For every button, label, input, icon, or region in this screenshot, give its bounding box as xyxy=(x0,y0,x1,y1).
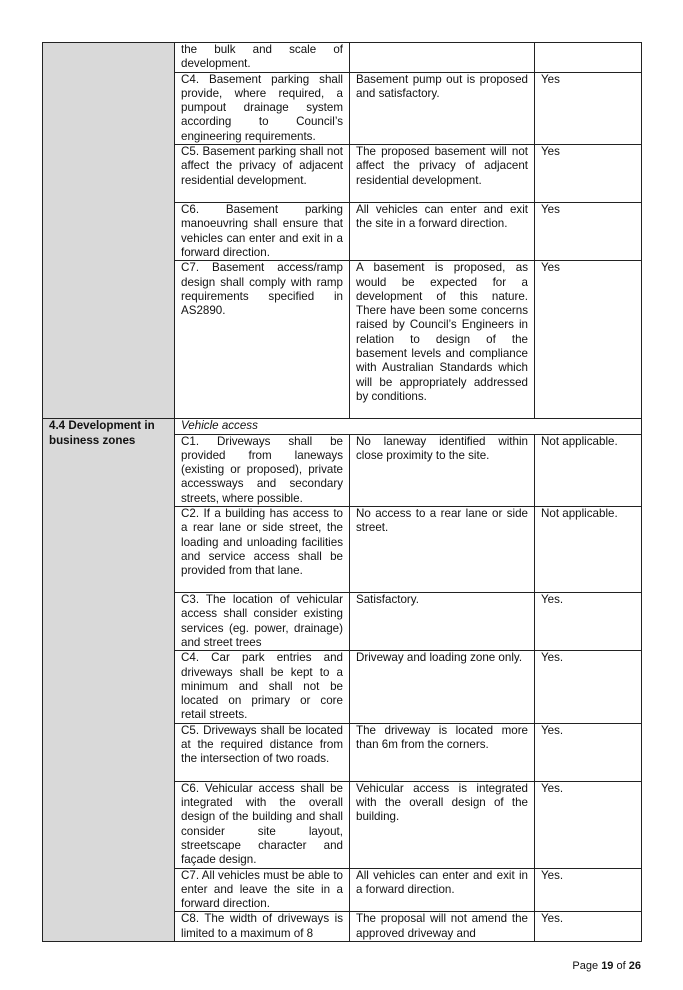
compliance-table xyxy=(42,42,642,942)
comment-cell: The driveway is located more than 6m from the corners. xyxy=(350,723,535,781)
complies-cell: Yes. xyxy=(535,593,642,651)
comment-cell: Vehicular access is integrated with the overall design of the building. xyxy=(350,781,535,868)
complies-cell: Yes xyxy=(535,145,642,203)
page-total: 26 xyxy=(628,960,641,972)
complies-cell: Yes xyxy=(535,72,642,144)
control-cell: C7. All vehicles must be able to enter and leave the site in a forward direction. xyxy=(175,868,350,912)
subheading: Vehicle access xyxy=(175,419,642,434)
complies-cell: Yes xyxy=(535,261,642,419)
table-row xyxy=(43,419,642,434)
page-prefix: Page xyxy=(572,960,599,972)
comment-cell xyxy=(350,43,535,73)
page-of-label: of xyxy=(616,960,626,972)
complies-cell: Yes. xyxy=(535,651,642,723)
comment-cell: The proposal will not amend the approved driveway and xyxy=(350,912,535,942)
comment-cell: No access to a rear lane or side street. xyxy=(350,507,535,593)
comment-cell: Satisfactory. xyxy=(350,593,535,651)
complies-cell: Yes xyxy=(535,203,642,261)
comment-cell: Driveway and loading zone only. xyxy=(350,651,535,723)
complies-cell: Yes. xyxy=(535,723,642,781)
comment-cell: All vehicles can enter and exit the site in a forward direction. xyxy=(350,203,535,261)
control-cell: C8. The width of driveways is limited to a maximum of 8 xyxy=(175,912,350,942)
complies-cell: Yes. xyxy=(535,781,642,868)
section-cell-empty xyxy=(43,43,175,419)
comment-cell: The proposed basement will not affect the privacy of adjacent residential development. xyxy=(350,145,535,203)
control-cell: C7. Basement access/ramp design shall comply with ramp requirements specified in AS2890. xyxy=(175,261,350,419)
comment-cell: All vehicles can enter and exit in a forward direction. xyxy=(350,868,535,912)
complies-cell: Not applicable. xyxy=(535,507,642,593)
control-cell: C5. Basement parking shall not affect the privacy of adjacent residential development. xyxy=(175,145,350,203)
control-cell: C3. The location of vehicular access shall consider existing services (eg. power, drainage) and street trees xyxy=(175,593,350,651)
comment-cell: Basement pump out is proposed and satisfactory. xyxy=(350,72,535,144)
complies-cell: Yes. xyxy=(535,868,642,912)
section-title: 4.4 Development in business zones xyxy=(43,419,175,942)
control-cell: C1. Driveways shall be provided from laneways (existing or proposed), private accessways and secondary streets, where possible. xyxy=(175,434,350,506)
control-cell: C4. Car park entries and driveways shall be kept to a minimum and shall not be located on primary or core retail streets. xyxy=(175,651,350,723)
page-number: 19 xyxy=(601,960,614,972)
page-footer xyxy=(572,960,641,972)
control-cell: the bulk and scale of development. xyxy=(175,43,350,73)
table-row xyxy=(43,43,642,73)
comment-cell: A basement is proposed, as would be expected for a development of this nature. There have been some concerns raised by Council’s Engineers in relation to design of the basement levels and compliance with Australian Standards which will be appropriately addressed by conditions. xyxy=(350,261,535,419)
control-cell: C6. Vehicular access shall be integrated with the overall design of the building and shall consider site layout, streetscape character and façade design. xyxy=(175,781,350,868)
control-cell: C2. If a building has access to a rear lane or side street, the loading and unloading facilities and service access shall be provided from that lane. xyxy=(175,507,350,593)
complies-cell: Yes. xyxy=(535,912,642,942)
complies-cell: Not applicable. xyxy=(535,434,642,506)
control-cell: C6. Basement parking manoeuvring shall ensure that vehicles can enter and exit in a forward direction. xyxy=(175,203,350,261)
control-cell: C4. Basement parking shall provide, where required, a pumpout drainage system according to Council’s engineering requirements. xyxy=(175,72,350,144)
comment-cell: No laneway identified within close proximity to the site. xyxy=(350,434,535,506)
control-cell: C5. Driveways shall be located at the required distance from the intersection of two roads. xyxy=(175,723,350,781)
complies-cell xyxy=(535,43,642,73)
